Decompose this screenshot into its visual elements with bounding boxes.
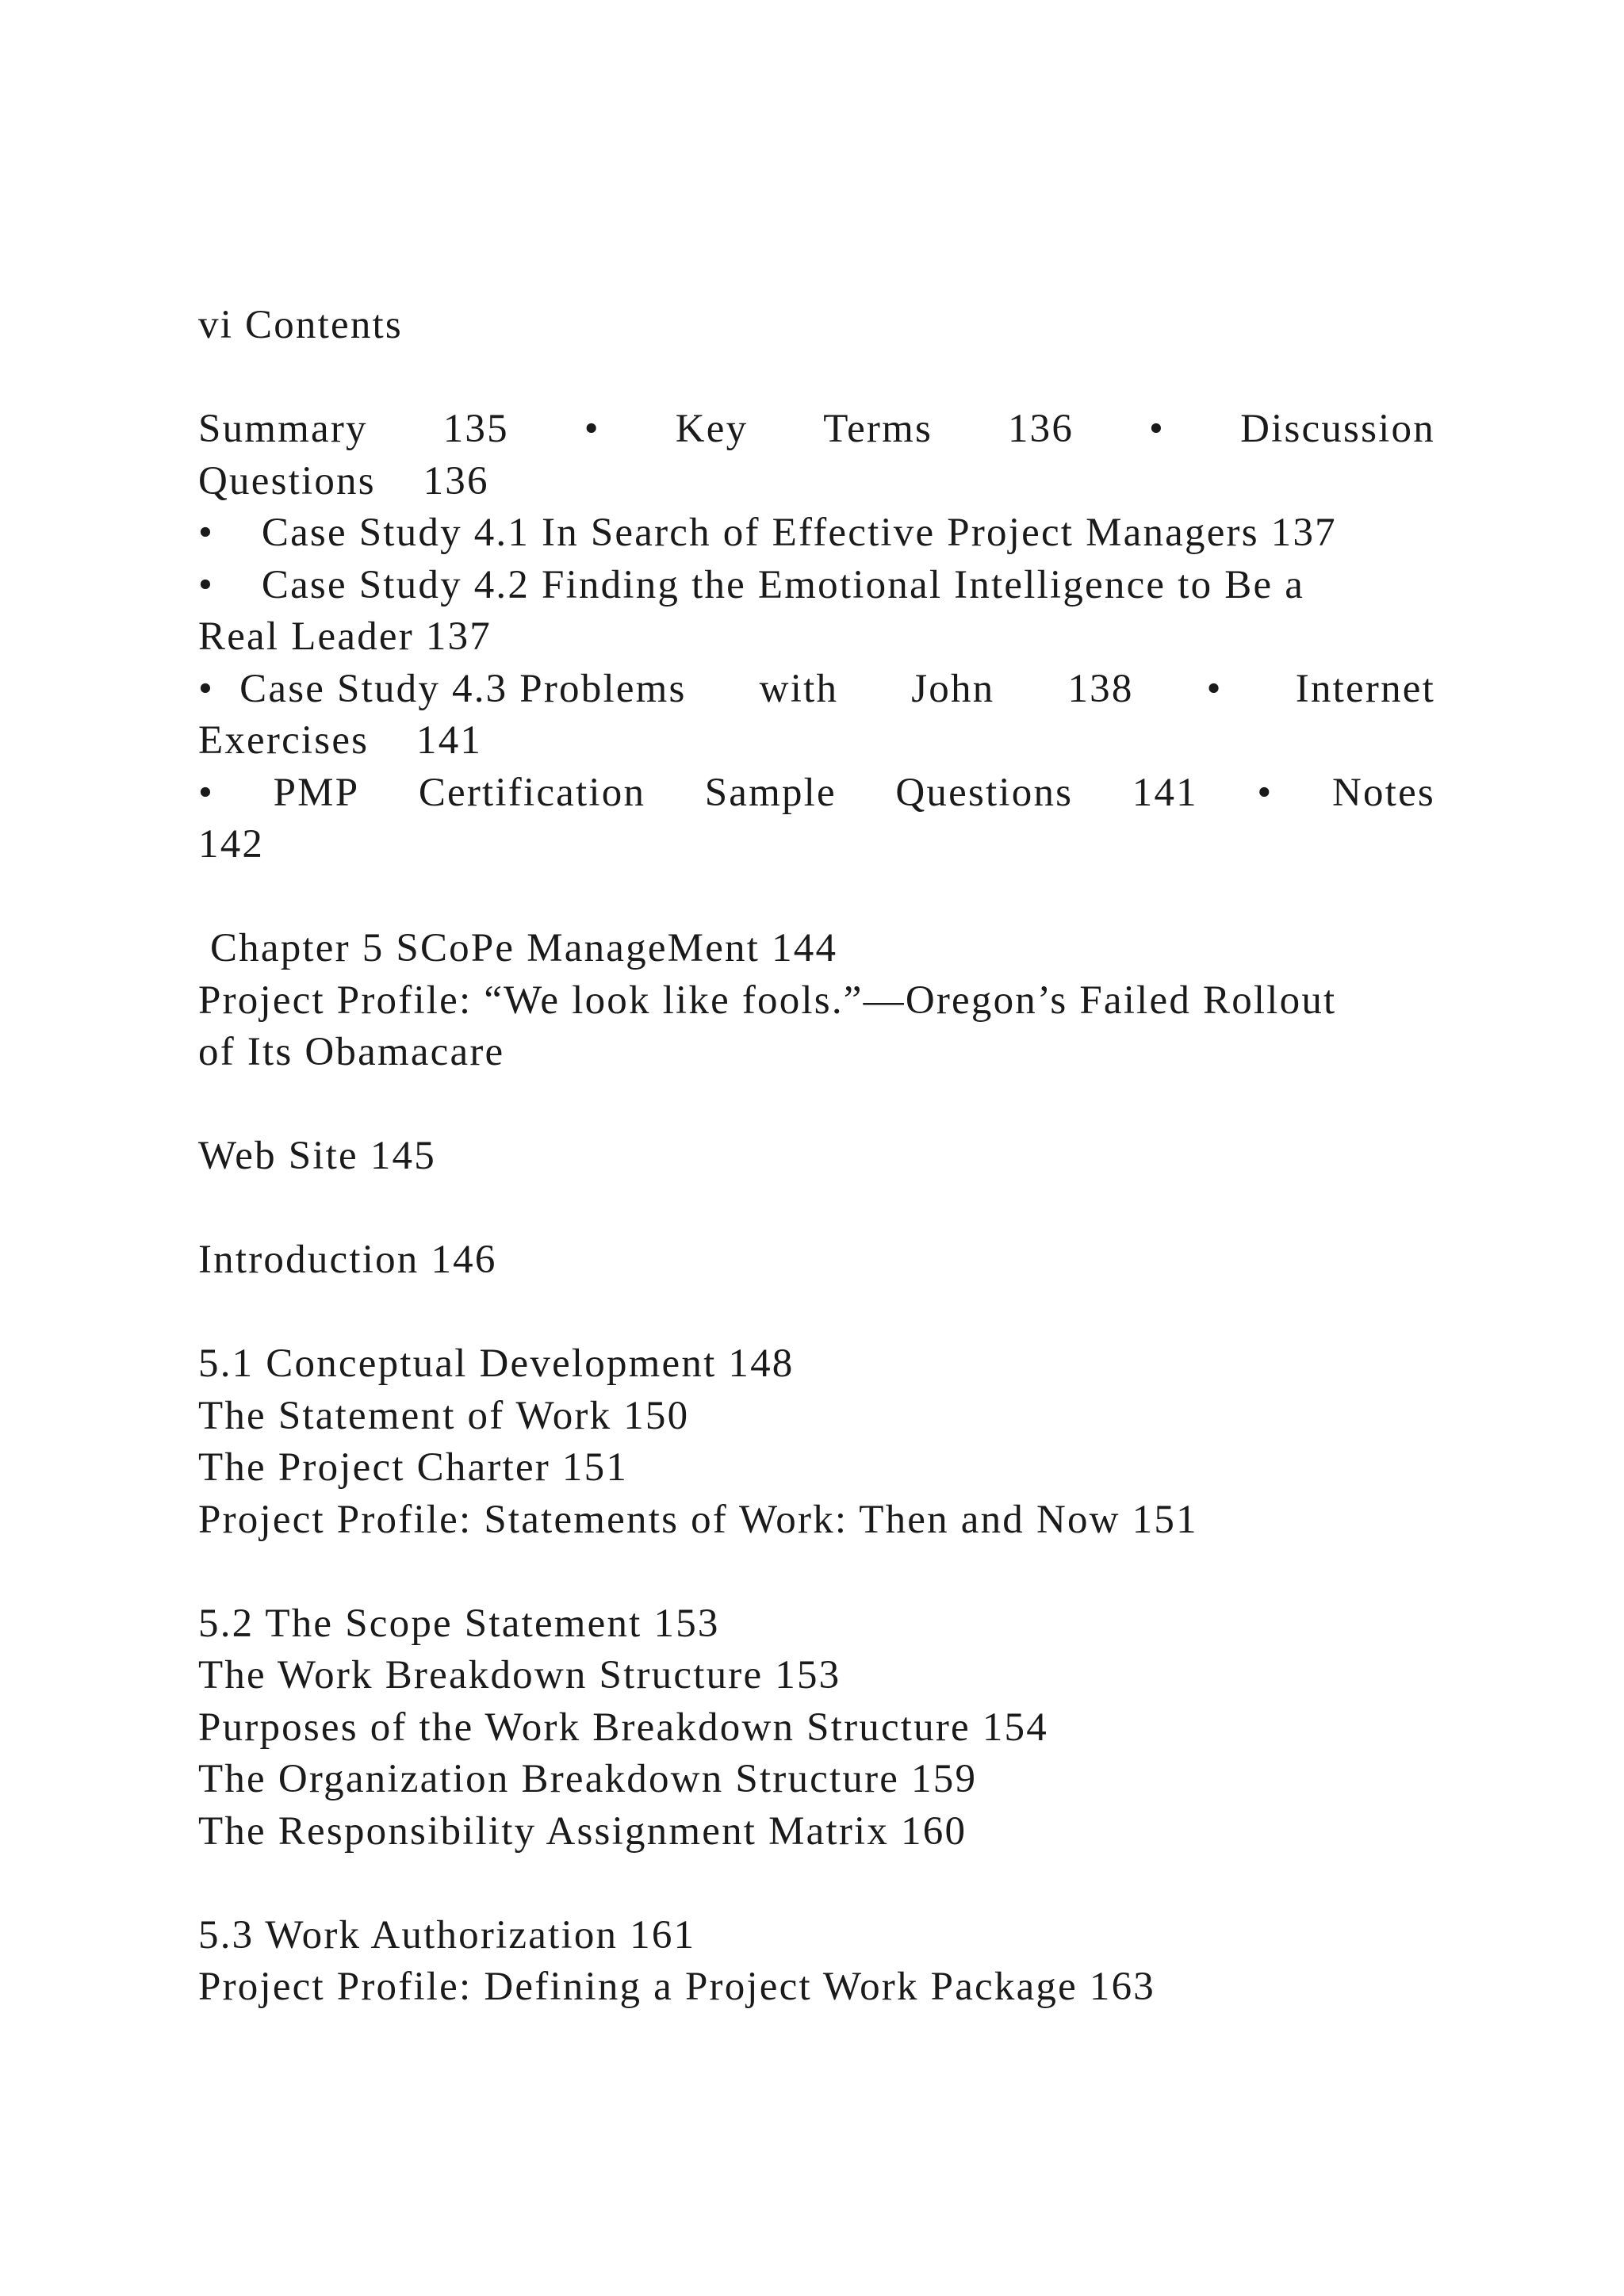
toc-word: Discussion: [1240, 407, 1435, 451]
toc-word: Notes: [1331, 770, 1435, 815]
spacer: [198, 1183, 1435, 1235]
toc-line-introduction: Introduction 146: [198, 1238, 497, 1282]
toc-line-project-profile-oregon: Project Profile: “We look like fools.”—Oregon’s Failed Rollout: [198, 978, 1337, 1023]
toc-page-number: 135: [442, 407, 509, 451]
toc-line-notes-page: 142: [198, 822, 265, 867]
section-heading-5-1: 5.1 Conceptual Development 148: [198, 1341, 795, 1386]
toc-line-case-study-4-3: [198, 664, 1435, 716]
toc-line-project-profile-oregon-cont: of Its Obamacare: [198, 1030, 505, 1074]
toc-word: Case Study 4.3 Problems: [239, 666, 687, 711]
toc-line: Purposes of the Work Breakdown Structure 154: [198, 1705, 1048, 1750]
spacer: [198, 352, 1435, 404]
toc-word: Certification: [418, 770, 646, 815]
toc-word: Sample: [704, 770, 837, 815]
spacer: [198, 1546, 1435, 1598]
spacer: [198, 1079, 1435, 1131]
toc-word: Internet: [1295, 666, 1435, 711]
toc-line-pmp: [198, 767, 1435, 820]
toc-line-exercises: Exercises 141: [198, 718, 483, 763]
toc-line-questions: Questions 136: [198, 458, 489, 503]
toc-word: with: [759, 666, 839, 711]
toc-line-summary: [198, 404, 1435, 456]
bullet: •: [1206, 666, 1223, 711]
toc-word: Terms: [823, 407, 933, 451]
toc-line: The Responsibility Assignment Matrix 160: [198, 1808, 967, 1854]
toc-line: Project Profile: Statements of Work: Then and Now 151: [198, 1497, 1198, 1542]
toc-page-number: 136: [1007, 407, 1074, 451]
toc-line-real-leader: Real Leader 137: [198, 614, 492, 659]
toc-page-number: 138: [1067, 666, 1134, 711]
spacer: [198, 1858, 1435, 1910]
toc-line: The Organization Breakdown Structure 159: [198, 1757, 978, 1801]
toc-line: The Project Charter 151: [198, 1445, 629, 1490]
chapter-title: Chapter 5 SCoPe ManageMent 144: [198, 926, 838, 970]
section-heading-5-2: 5.2 The Scope Statement 153: [198, 1601, 720, 1646]
toc-word: PMP: [273, 770, 360, 815]
toc-word: Key: [675, 407, 749, 451]
spacer: [198, 1287, 1435, 1339]
section-heading-5-3: 5.3 Work Authorization 161: [198, 1912, 696, 1957]
bullet: •: [1149, 407, 1166, 451]
toc-line: The Statement of Work 150: [198, 1393, 690, 1438]
bullet: •: [198, 666, 215, 711]
bullet: •: [584, 407, 600, 451]
toc-page-number: 141: [1132, 770, 1198, 815]
spacer: [198, 871, 1435, 924]
toc-word: John: [911, 666, 995, 711]
toc-line: The Work Breakdown Structure 153: [198, 1653, 841, 1697]
running-head: vi Contents: [198, 303, 403, 347]
contents-body: [198, 300, 1435, 2014]
toc-line-web-site: Web Site 145: [198, 1134, 436, 1178]
toc-line: Project Profile: Defining a Project Work Package 163: [198, 1965, 1155, 2009]
toc-line-case-study-4-1: • Case Study 4.1 In Search of Effective Project Managers 137: [198, 511, 1337, 555]
bullet: •: [198, 770, 215, 815]
toc-word: Questions: [895, 770, 1074, 815]
toc-word: Summary: [198, 407, 368, 451]
bullet: •: [1257, 770, 1274, 815]
toc-line-case-study-4-2: • Case Study 4.2 Finding the Emotional Intelligence to Be a: [198, 562, 1305, 607]
